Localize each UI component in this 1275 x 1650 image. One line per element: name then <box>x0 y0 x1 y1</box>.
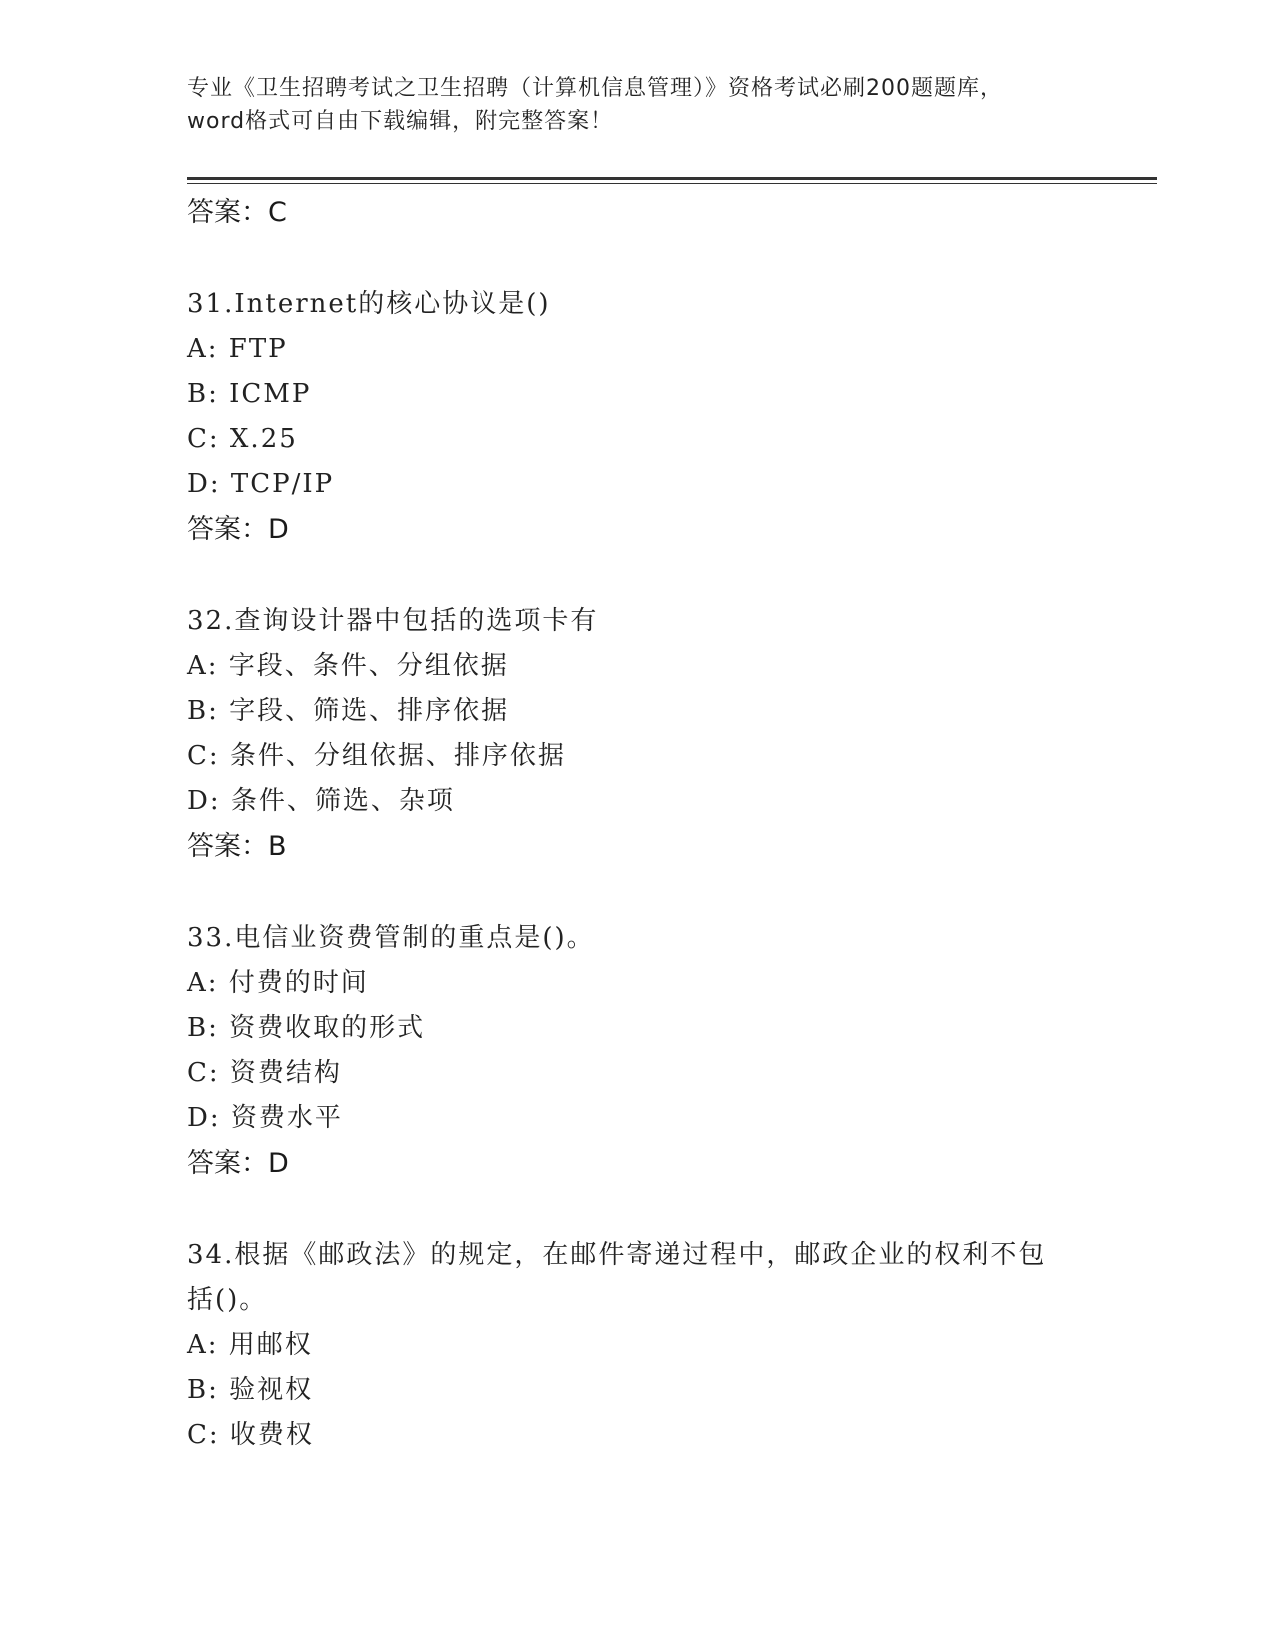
option-a: A: FTP <box>187 334 288 364</box>
document-header <box>187 72 1087 138</box>
answer: 答案：D <box>187 1148 289 1179</box>
option-a: A: 字段、条件、分组依据 <box>187 651 509 681</box>
option-d: D: 资费水平 <box>187 1103 343 1133</box>
answer-previous: 答案：C <box>187 197 287 228</box>
option-d: D: TCP/IP <box>187 469 335 499</box>
option-b: B: 字段、筛选、排序依据 <box>187 696 510 726</box>
question-34 <box>187 1233 1157 1458</box>
header-divider-thin <box>187 183 1157 184</box>
option-d: D: 条件、筛选、杂项 <box>187 786 455 816</box>
answer: 答案：D <box>187 514 289 545</box>
question-list <box>187 190 1157 1458</box>
question-33 <box>187 916 1157 1186</box>
header-line-1: 专业《卫生招聘考试之卫生招聘（计算机信息管理）》资格考试必刷200题题库， <box>187 76 1003 101</box>
question-title: 31.Internet的核心协议是() <box>187 289 551 319</box>
question-title: 32.查询设计器中包括的选项卡有 <box>187 606 599 636</box>
option-c: C: 条件、分组依据、排序依据 <box>187 741 566 771</box>
answer: 答案：B <box>187 831 287 862</box>
question-32 <box>187 599 1157 869</box>
option-c: C: 资费结构 <box>187 1058 342 1088</box>
option-a: A: 付费的时间 <box>187 968 369 998</box>
question-title-line-2: 括()。 <box>187 1285 268 1315</box>
option-b: B: ICMP <box>187 379 312 409</box>
option-b: B: 资费收取的形式 <box>187 1013 426 1043</box>
header-line-2: word格式可自由下载编辑，附完整答案！ <box>187 109 614 134</box>
question-31 <box>187 282 1157 552</box>
header-divider-thick <box>187 177 1157 180</box>
option-b: B: 验视权 <box>187 1375 314 1405</box>
option-a: A: 用邮权 <box>187 1330 313 1360</box>
question-title-line-1: 34.根据《邮政法》的规定，在邮件寄递过程中，邮政企业的权利不包 <box>187 1240 1047 1270</box>
option-c: C: X.25 <box>187 424 298 454</box>
question-title: 33.电信业资费管制的重点是()。 <box>187 923 595 953</box>
option-c: C: 收费权 <box>187 1420 314 1450</box>
